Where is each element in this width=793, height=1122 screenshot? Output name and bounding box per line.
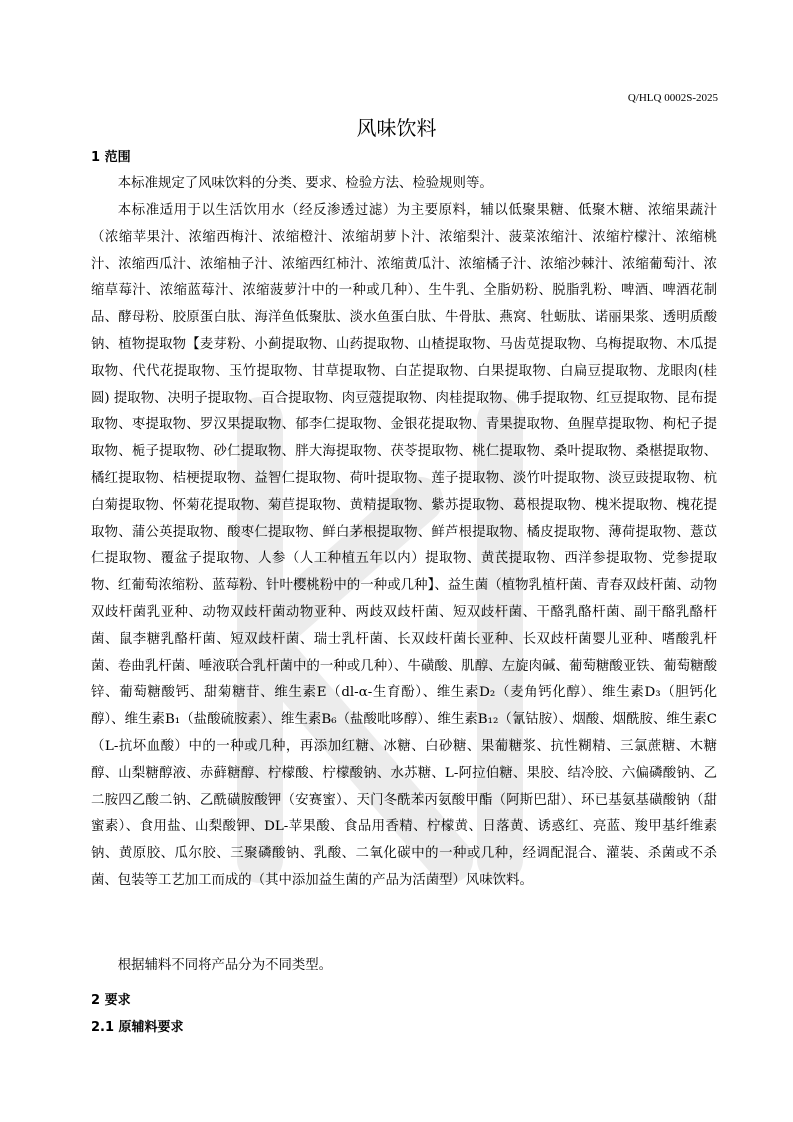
document-title: 风味饮料 [356,116,437,140]
document-code: Q/HLQ 0002S-2025 [627,92,718,104]
paragraph-product-types: 根据辅料不同将产品分为不同类型。 [117,958,333,973]
section-heading-requirements: 2 要求 [91,993,131,1008]
section-heading-scope: 1 范围 [91,150,131,165]
paragraph-scope-summary: 本标准规定了风味饮料的分类、要求、检验方法、检验规则等。 [117,176,493,191]
section-heading-raw-materials: 2.1 原辅料要求 [91,1020,184,1035]
paragraph-scope-applicability: 本标准适用于以生活饮用水（经反渗透过滤）为主要原料，辅以低聚果糖、低聚木糖、浓缩果蔬汁（浓缩苹果汁、浓缩西梅汁、浓缩橙汁、浓缩胡萝卜汁、浓缩梨汁、菠菜浓缩汁、浓缩柠檬汁、浓缩桃汁、浓缩西瓜汁、浓缩柚子汁、浓缩西红柿汁、浓缩黄瓜汁、浓缩橘子汁、浓缩沙棘汁、浓缩葡萄汁、浓缩草莓汁、浓缩蓝莓汁、浓缩菠萝汁中的一种或几种）、生牛乳、全脂奶粉、脱脂乳粉、啤酒、啤酒花制品、酵母粉、胶原蛋白肽、海洋鱼低聚肽、淡水鱼蛋白肽、牛骨肽、燕窝、牡蛎肽、诺丽果浆、透明质酸钠、植物提取物【麦芽粉、小蓟提取物、山药提取物、山楂提取物、马齿苋提取物、乌梅提取物、木瓜提取物、代代花提取物、玉竹提取物、甘草提取物、白芷提取物、白果提取物、白扁豆提取物、龙眼肉(桂圆) 提取物、决明子提取物、百合提取物、肉豆蔻提取物、肉桂提取物、佛手提取物、红豆提取物、昆布提取物、枣提取物、罗汉果提取物、郁李仁提取物、金银花提取物、青果提取物、鱼腥草提取物、枸杞子提取物、栀子提取物、砂仁提取物、胖大海提取物、茯苓提取物、桃仁提取物、桑叶提取物、桑椹提取物、橘红提取物、桔梗提取物、益智仁提取物、荷叶提取物、莲子提取物、淡竹叶提取物、淡豆豉提取物、杭白菊提取物、怀菊花提取物、菊苣提取物、黄精提取物、紫苏提取物、葛根提取物、槐米提取物、槐花提取物、蒲公英提取物、酸枣仁提取物、鲜白茅根提取物、鲜芦根提取物、橘皮提取物、薄荷提取物、薏苡仁提取物、覆盆子提取物、人参（人工种植五年以内）提取物、黄芪提取物、西洋参提取物、党参提取物、红葡萄浓缩粉、蓝莓粉、针叶樱桃粉中的一种或几种】、益生菌（植物乳植杆菌、青春双歧杆菌、动物双歧杆菌乳亚种、动物双歧杆菌动物亚种、两歧双歧杆菌、短双歧杆菌、干酪乳酪杆菌、副干酪乳酪杆菌、鼠李糖乳酪杆菌、短双歧杆菌、瑞士乳杆菌、长双歧杆菌长亚种、长双歧杆菌婴儿亚种、嗜酸乳杆菌、卷曲乳杆菌、唾液联合乳杆菌中的一种或几种）、牛磺酸、肌醇、左旋肉碱、葡萄糖酸亚铁、葡萄糖酸锌、葡萄糖酸钙、甜菊糖苷、维生素E（dl-α-生育酚）、维生素D₂（麦角钙化醇）、维生素D₃（胆钙化醇）、维生素B₁（盐酸硫胺素）、维生素B₆（盐酸吡哆醇）、维生素B₁₂（氰钴胺）、烟酸、烟酰胺、维生素C（L-抗坏血酸）中的一种或几种，再添加红糖、冰糖、白砂糖、果葡糖浆、抗性糊精、三氯蔗糖、木糖醇、山梨糖醇液、赤藓糖醇、柠檬酸、柠檬酸钠、水苏糖、L-阿拉伯糖、果胶、结冷胶、六偏磷酸钠、乙二胺四乙酸二钠、乙酰磺胺酸钾（安赛蜜）、天门冬酰苯丙氨酸甲酯（阿斯巴甜）、环已基氨基磺酸钠（甜蜜素）、食用盐、山梨酸钾、DL-苹果酸、食品用香精、柠檬黄、日落黄、诱惑红、亮蓝、羧甲基纤维素钠、黄原胶、瓜尔胶、三聚磷酸钠、乳酸、二氧化碳中的一种或几种，经调配混合、灌装、杀菌或不杀菌、包装等工艺加工而成的（其中添加益生菌的产品为活菌型）风味饮料。 [91,203,717,888]
